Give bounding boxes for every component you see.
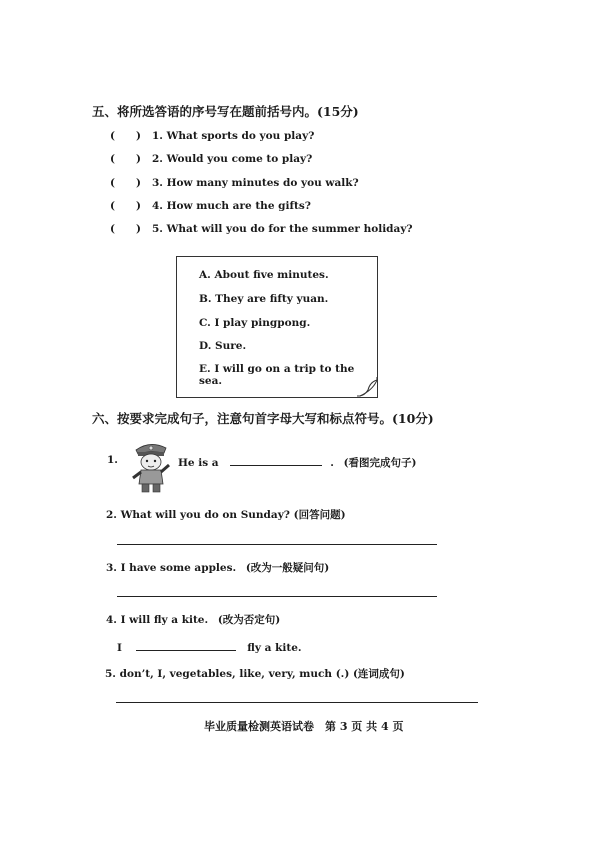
section-5-title: 五、将所选答语的序号写在题前括号内。(15分) [92,104,359,119]
q3-instruction: (改为一般疑问句) [245,562,330,574]
answer-parentheses[interactable]: ( ) [110,223,141,235]
option-b: B. They are fifty yuan. [199,293,329,305]
q5-answer-line[interactable] [116,702,478,703]
q4-answer-blank[interactable] [136,639,236,651]
q1-answer-blank[interactable] [230,454,322,466]
q4-line [106,612,280,627]
answer-parentheses[interactable]: ( ) [110,200,141,212]
q5-text: 5. don’t, I, vegetables, like, very, much (.) [105,668,350,680]
q4-answer-prefix: I [117,642,122,654]
q2-instruction: (回答问题) [293,509,346,521]
option-e: E. I will go on a trip to the sea. [199,363,355,387]
q1-sentence [178,454,417,470]
q4-text: 4. I will fly a kite. [106,614,209,626]
answer-parentheses[interactable]: ( ) [110,153,141,165]
question-text: 1. What sports do you play? [152,130,315,142]
answer-parentheses[interactable]: ( ) [110,177,141,189]
q2-answer-line[interactable] [117,544,437,545]
question-row [110,128,314,143]
answer-options-box [176,256,378,398]
option-a: A. About five minutes. [199,269,329,281]
question-text: 4. How much are the gifts? [152,200,311,212]
police-officer-icon [128,438,172,494]
q4-answer-suffix: fly a kite. [247,642,302,654]
answer-parentheses[interactable]: ( ) [110,130,141,142]
q1-prefix: He is a [178,457,219,469]
page-footer: 毕业质量检测英语试卷 第 3 页 共 4 页 [204,720,404,733]
q3-text: 3. I have some apples. [106,562,237,574]
q4-instruction: (改为否定句) [217,614,281,626]
question-row [110,198,311,213]
q3-line [106,560,329,575]
q5-instruction: (连词成句) [352,668,405,680]
q3-answer-line[interactable] [117,596,437,597]
q1-suffix: . [330,457,334,469]
question-text: 2. Would you come to play? [152,153,313,165]
question-text: 3. How many minutes do you walk? [152,177,359,189]
q1-number: 1. [107,454,118,466]
question-row [110,175,359,190]
question-text: 5. What will you do for the summer holiday? [152,223,413,235]
page-curl-icon [356,376,380,398]
question-row [110,221,413,236]
question-row [110,151,312,166]
q2-line [106,507,346,522]
option-d: D. Sure. [199,340,247,352]
q4-answer [117,639,302,654]
section-6-title: 六、按要求完成句子，注意句首字母大写和标点符号。(10分) [92,411,434,426]
option-c: C. I play pingpong. [199,317,311,329]
q1-instruction: (看图完成句子) [343,457,417,469]
q5-line [105,666,405,681]
q2-text: 2. What will you do on Sunday? [106,509,290,521]
